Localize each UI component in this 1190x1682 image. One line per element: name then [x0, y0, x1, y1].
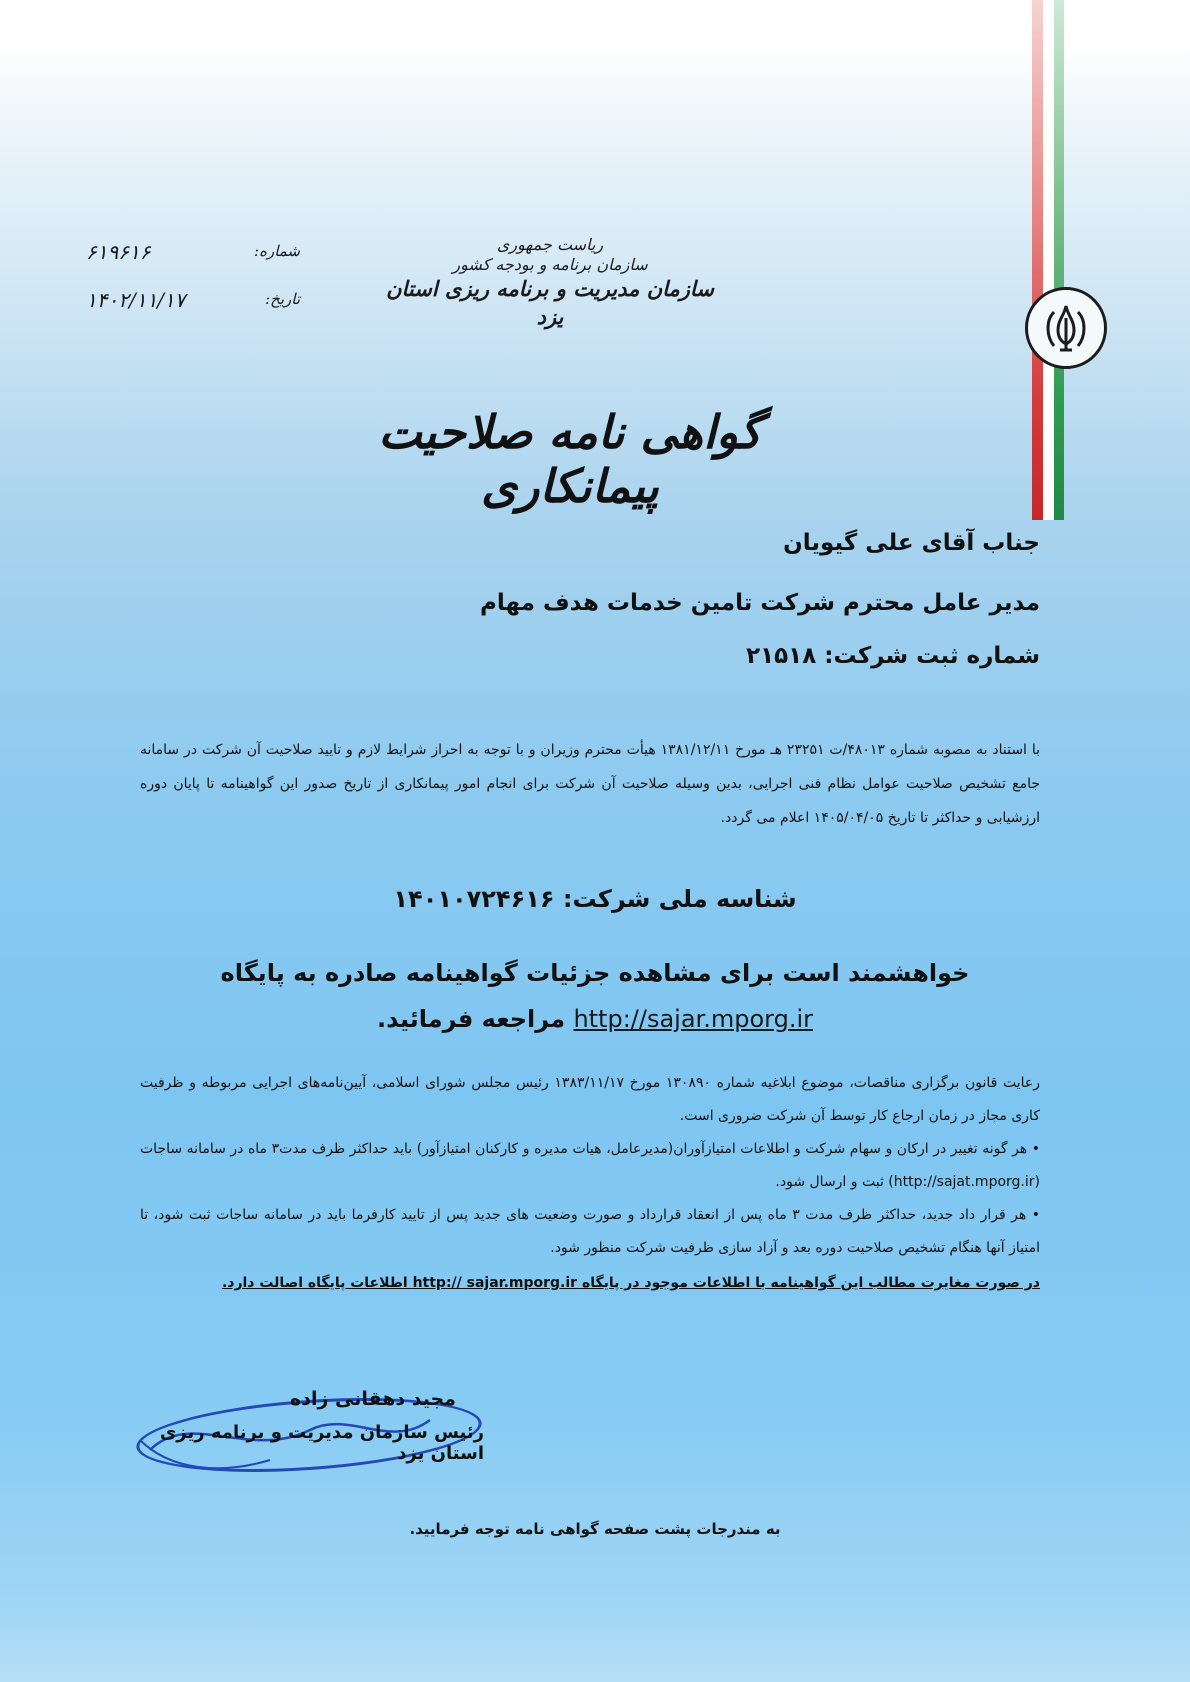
flag-ribbon-green	[1054, 0, 1064, 520]
database-notice-line1: خواهشمند است برای مشاهده جزئیات گواهینامه صادره به پایگاه	[220, 959, 970, 987]
date-value: ۱۴۰۲/۱۱/۱۷	[86, 288, 186, 312]
number-label: شماره:	[254, 242, 300, 260]
bullet-item-changes: • هر گونه تغییر در ارکان و سهام شرکت و اطلاعات امتیازآوران(مدیرعامل، هیات مدیره و کارکنان امتیازآور) باید حداکثر ظرف مدت۳ ماه در سامانه ساجات (http://sajat.mporg.ir) ثبت و ارسال شود.	[140, 1141, 1041, 1190]
iran-emblem-icon	[1025, 287, 1107, 369]
body-paragraph: با استناد به مصوبه شماره ۴۸۰۱۳/ت ۲۳۲۵۱ هـ مورخ ۱۳۸۱/۱۲/۱۱ هیأت محترم وزیران و با توجه به احراز شرایط لازم و تایید صلاحیت آن شرکت در سامانه جامع تشخیص صلاحیت عوامل نظام فنی اجرایی، بدین وسیله صلاحیت آن شرکت برای انجام امور پیمانکاری از تاریخ صدور این گواهینامه تا پایان دوره ارزشیابی و حداکثر تا تاریخ ۱۴۰۵/۰۴/۰۵ اعلام می گردد.	[140, 742, 1040, 826]
number-row	[80, 240, 310, 274]
database-notice-suffix: مراجعه فرمائید.	[377, 1005, 566, 1033]
recipient-name: جناب آقای علی گیویان	[783, 530, 1040, 556]
registration-number: شماره ثبت شرکت: ۲۱۵۱۸	[746, 643, 1040, 669]
number-value: ۶۱۹۶۱۶	[86, 240, 151, 264]
signatory-title: رئیس سازمان مدیریت و برنامه ریزی استان یزد	[159, 1422, 484, 1464]
footer-note: به مندرجات پشت صفحه گواهی نامه توجه فرمایید.	[409, 1520, 781, 1538]
ministry-line-yazd: سازمان مدیریت و برنامه ریزی استان یزد	[386, 276, 714, 329]
signature-block	[130, 1380, 490, 1490]
top-margin	[0, 0, 1190, 45]
flag-ribbon-red	[1032, 0, 1043, 520]
authenticity-warning: در صورت مغایرت مطالب این گواهینامه با اطلاعات موجود در پایگاه http:// sajar.mporg.ir اطلاعات پایگاه اصالت دارد.	[221, 1275, 1040, 1291]
recipient-position: مدیر عامل محترم شرکت تامین خدمات هدف مهام	[480, 590, 1040, 616]
date-row	[80, 288, 310, 322]
ministry-line-budget: سازمان برنامه و بودجه کشور	[452, 255, 648, 274]
signatory-name: مجید دهقانی زاده	[290, 1388, 456, 1410]
database-notice	[200, 950, 990, 1042]
database-notice-line2	[200, 996, 990, 1042]
sajar-link[interactable]: http://sajar.mporg.ir	[573, 1005, 813, 1033]
ministry-header	[380, 235, 720, 331]
compliance-paragraph: رعایت قانون برگزاری مناقصات، موضوع ابلاغیه شماره ۱۳۰۸۹۰ مورخ ۱۳۸۳/۱۱/۱۷ رئیس مجلس شورای اسلامی، آیین‌نامه‌های اجرایی مربوطه و ظرفیت کاری مجاز در زمان ارجاع کار توسط آن شرکت ضروری است.	[140, 1075, 1040, 1124]
bullet-item-contracts: • هر قرار داد جدید، حداکثر ظرف مدت ۳ ماه پس از انعقاد قرارداد و صورت وضعیت های جدید پس از تایید کارفرما باید در سامانه ساجات ثبت شود، تا امتیاز آنها هنگام تشخیص صلاحیت دوره بعد و آزاد سازی ظرفیت شرکت منظور شود.	[140, 1207, 1041, 1256]
national-id: شناسه ملی شرکت: ۱۴۰۱۰۷۲۴۶۱۶	[393, 885, 797, 913]
date-label: تاریخ:	[265, 290, 300, 308]
certificate-title: گواهی نامه صلاحیت پیمانکاری	[378, 405, 762, 513]
ministry-line-presidency: ریاست جمهوری	[496, 235, 604, 254]
flag-ribbon-white	[1043, 0, 1054, 520]
